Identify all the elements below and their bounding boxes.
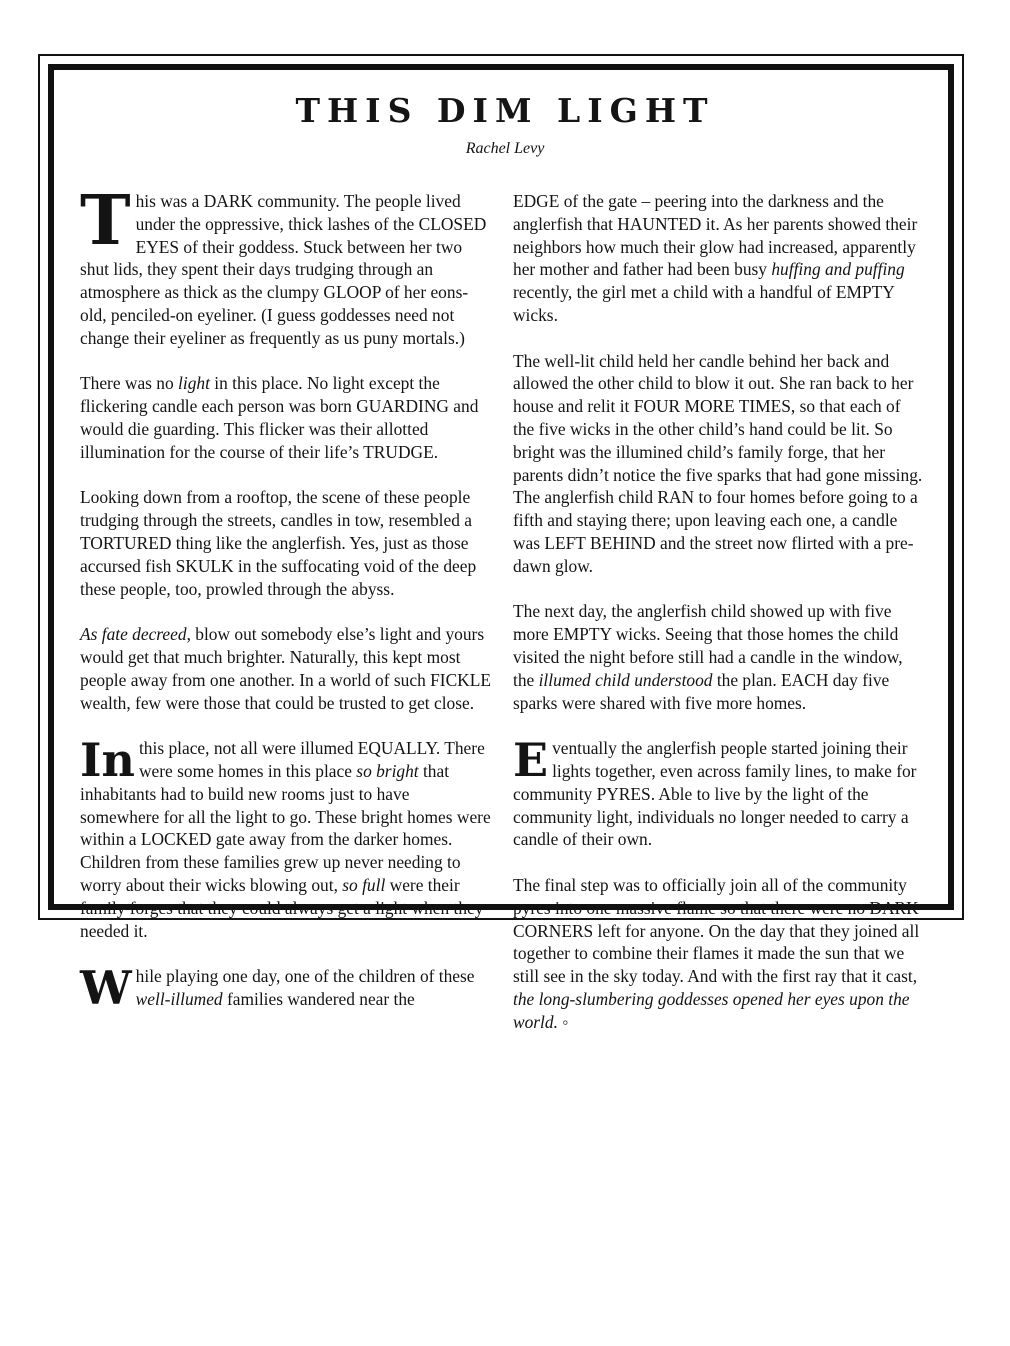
- paragraph-text: , blow out somebody else’s light and yours would get that much brighter. Naturally, this kept most people away from one another. In a world of such FICKLE wealth, few were those that could be trusted to get close.: [80, 624, 491, 713]
- emphasis: so full: [342, 874, 386, 895]
- paragraph-7: [513, 190, 925, 327]
- drop-cap: E: [513, 733, 549, 788]
- article-title: THIS DIM LIGHT: [295, 91, 715, 130]
- drop-cap: T: [80, 181, 131, 261]
- article-author: Rachel Levy: [465, 140, 545, 157]
- emphasis: huffing and puffing: [771, 259, 905, 280]
- paragraph-1: [80, 181, 492, 350]
- paragraph-5: [80, 733, 492, 942]
- emphasis: well-illumed: [135, 988, 223, 1009]
- emphasis: As fate decreed: [80, 624, 187, 645]
- emphasis: the long-slumbering goddesses opened her eyes upon the world.: [513, 988, 910, 1032]
- emphasis: light: [178, 373, 210, 394]
- paragraph-10: [513, 733, 925, 851]
- emphasis: so bright: [356, 760, 419, 781]
- paragraph-11: [513, 874, 925, 1034]
- paragraph-text: The next day, the anglerfish child showed up with five more EMPTY wicks. Seeing that those homes the child visited the night before still had a candle in the window, the: [513, 601, 903, 690]
- paragraph-text: that inhabitants had to build new rooms just to have somewhere for all the light to go. These bright homes were within a LOCKED gate away from the darker homes. Children from these families grew up never needing to worry about their wicks blowing out,: [80, 760, 491, 895]
- drop-cap: W: [80, 961, 132, 1016]
- paragraph-text: There was no: [80, 373, 179, 394]
- paragraph-text: were their family forges that they could always get a light when they needed it.: [80, 874, 484, 941]
- paragraph-text: EDGE of the gate – peering into the darkness and the anglerfish that HAUNTED it. As her parents showed their neighbors how much their glow had increased, apparently her mother and father had been busy: [513, 191, 918, 280]
- paragraph-text: recently, the girl met a child with a handful of EMPTY wicks.: [513, 282, 895, 325]
- paragraph-text: The final step was to officially join all of the community pyres into one massive flame so that there were no DARK CORNERS left for anyone. On the day that they joined all together to combine their flames it made the sun that we still see in the sky today. And with the first ray that it cast,: [513, 874, 920, 987]
- paragraph-text: this place, not all were illumed EQUALLY. There were some homes in this place: [138, 738, 485, 781]
- right-column: [513, 190, 925, 1056]
- left-column: [80, 181, 492, 1033]
- paragraph-6: [80, 961, 492, 1016]
- paragraph-2: [80, 372, 492, 463]
- paragraph-text: in this place. No light except the flickering candle each person was born GUARDING and would die guarding. This flicker was their allotted illumination for the course of their life’s TRUDGE.: [80, 373, 479, 462]
- paragraph-text: families wandered near the: [222, 988, 415, 1009]
- paragraph-text: the plan. EACH day five sparks were shared with five more homes.: [513, 669, 890, 713]
- paragraph-4: [80, 623, 492, 714]
- paragraph-text: hile playing one day, one of the children of these: [135, 966, 475, 987]
- paragraph-3: Looking down from a rooftop, the scene of these people trudging through the streets, candles in tow, resembled a TORTURED thing like the anglerfish. Yes, just as those accursed fish SKULK in the suffocating void of the deep these people, too, prowled through the abyss.: [80, 487, 477, 599]
- paragraph-9: [513, 600, 925, 714]
- drop-cap: In: [80, 733, 135, 788]
- end-mark: ◦: [557, 1011, 569, 1032]
- paragraph-8: The well-lit child held her candle behind her back and allowed the other child to blow it out. She ran back to her house and relit it FOUR MORE TIMES, so that each of the five wicks in the other child’s hand could be lit. So bright was the illumined child’s family forge, that her parents didn’t notice the five sparks that had gone missing. The anglerfish child RAN to four homes before going to a fifth and staying there; upon leaving each one, a candle was LEFT BEHIND and the street now flirted with a pre-dawn glow.: [513, 350, 923, 576]
- paragraph-text: his was a DARK community. The people lived under the oppressive, thick lashes of the CLOSED EYES of their goddess. Stuck between her two shut lids, they spent their days trudging through an atmosphere as thick as the clumpy GLOOP of her eons-old, penciled-on eyeliner. (I guess goddesses need not change their eyeliner as frequently as us puny mortals.): [80, 191, 487, 348]
- paragraph-text: ventually the anglerfish people started joining their lights together, even across family lines, to make for community PYRES. Able to live by the light of the community light, individuals no longer needed to carry a candle of their own.: [513, 738, 917, 850]
- emphasis: illumed child understood: [538, 669, 713, 690]
